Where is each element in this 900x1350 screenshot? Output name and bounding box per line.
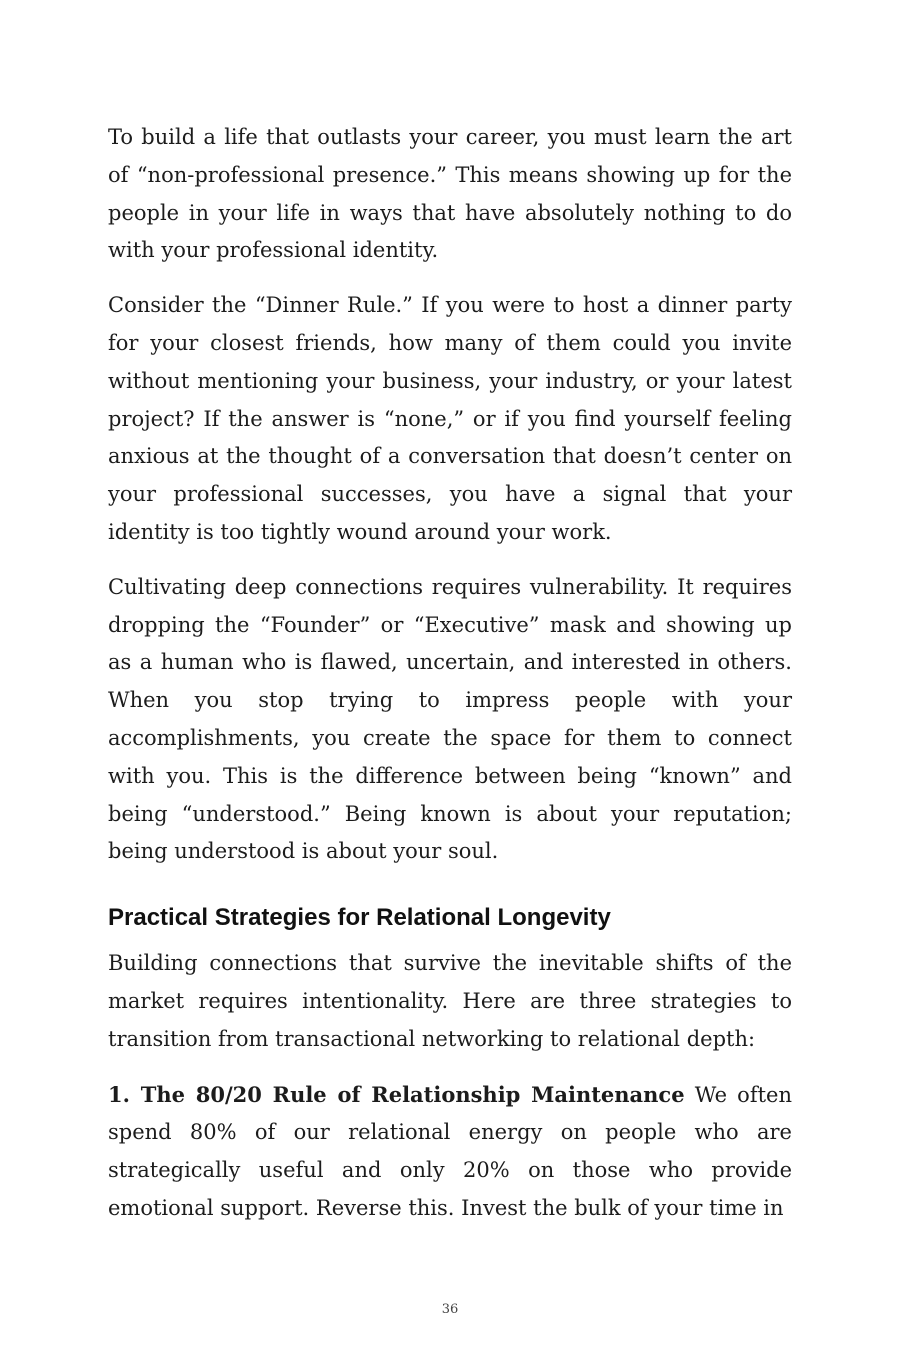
paragraph-non-professional-presence: To build a life that outlasts your career, you must learn the art of “non-professional presence.” This means showing up for the people in your life in ways that have absolutely nothing to do with your professional identity. [108, 125, 792, 263]
strategy-1-title: 1. The 80/20 Rule of Relationship Maintenance [108, 1081, 685, 1107]
page-number: 36 [441, 1302, 459, 1317]
paragraph-vulnerability: Cultivating deep connections requires vulnerability. It requires dropping the “Founder” or “Executive” mask and showing up as a human who is flawed, uncertain, and interested in others. When you stop trying to impress people with your accomplishments, you create the space for them to connect with you. This is the difference between being “known” and being “understood.” Being known is about your reputation; being understood is about your soul. [108, 574, 792, 864]
section-heading: Practical Strategies for Relational Longevity [108, 904, 611, 932]
strategy-1-paragraph [108, 1076, 792, 1228]
paragraph-dinner-rule: Consider the “Dinner Rule.” If you were to host a dinner party for your closest friends, how many of them could you invite without mentioning your business, your industry, or your latest project? If the answer is “none,” or if you find yourself feeling anxious at the thought of a conversation that doesn’t center on your professional successes, you have a signal that your identity is too tightly wound around your work. [108, 293, 792, 544]
section-intro-paragraph: Building connections that survive the inevitable shifts of the market requires intentionality. Here are three strategies to transition from transactional networking to relational depth: [108, 951, 792, 1051]
strategy-1-body: We often spend 80% of our relational energy on people who are strategically useful and only 20% on those who provide emotional support. Reverse this. Invest the bulk of your time in [108, 1082, 792, 1220]
body-text [108, 119, 792, 1245]
